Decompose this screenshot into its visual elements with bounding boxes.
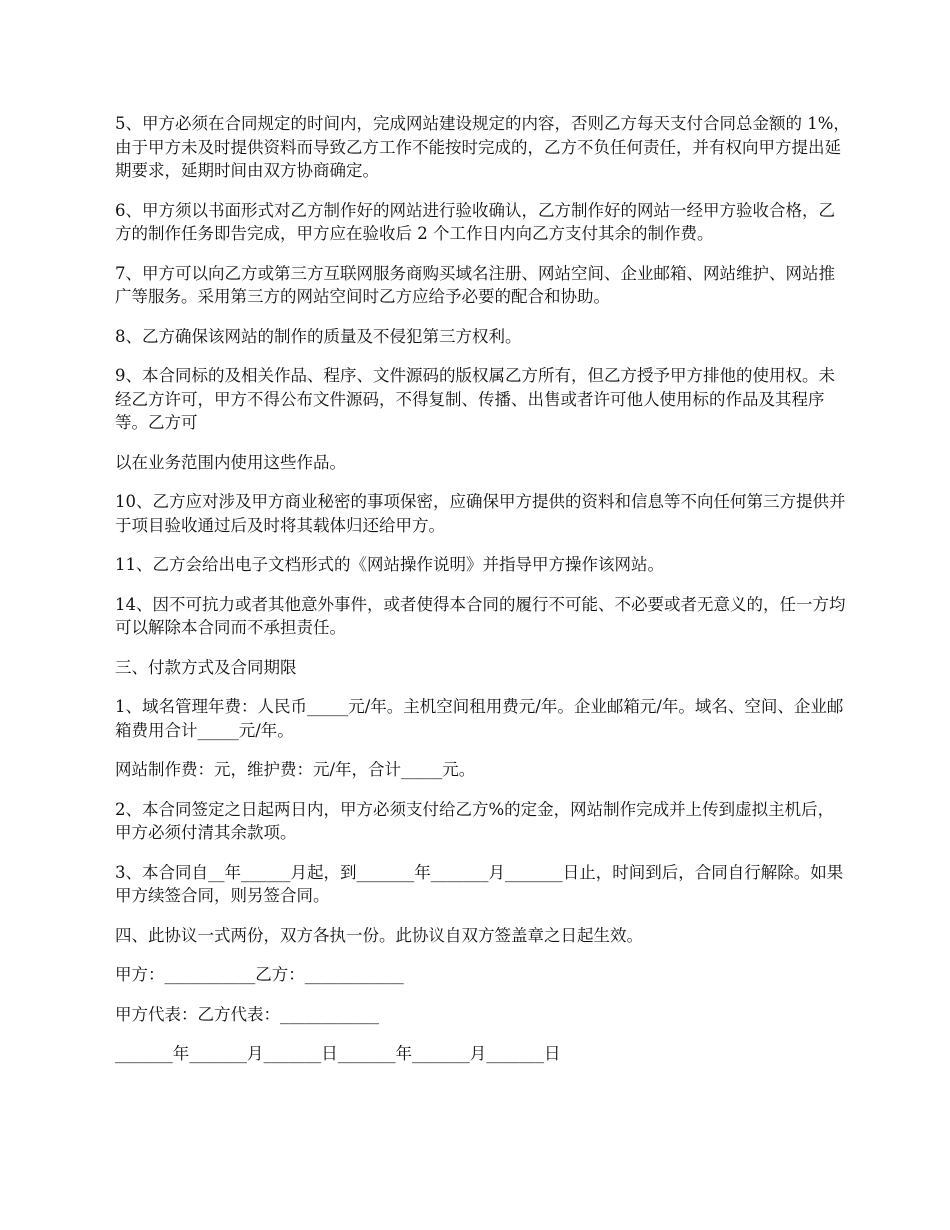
payment-clause-1: 1、域名管理年费：人民币_____元/年。主机空间租用费元/年。企业邮箱元/年。域名、空间、企业邮箱费用合计_____元/年。 bbox=[115, 697, 844, 740]
clause-5: 5、甲方必须在合同规定的时间内，完成网站建设规定的内容，否则乙方每天支付合同总金额的 1%，由于甲方未及时提供资料而导致乙方工作不能按时完成的，乙方不负任何责任，并有权向甲方提出延期要求，延期时间由双方协商确定。 bbox=[115, 114, 850, 180]
payment-clause-3: 3、本合同自__年______月起，到_______年_______月_______日止，时间到后，合同自行解除。如果甲方续签合同，则另签合同。 bbox=[115, 862, 844, 905]
clause-9-continued: 以在业务范围内使用这些作品。 bbox=[115, 452, 346, 472]
date-line: _______年_______月_______日_______年_______月_______日 bbox=[115, 1044, 561, 1063]
clause-7: 7、甲方可以向乙方或第三方互联网服务商购买域名注册、网站空间、企业邮箱、网站维护、网站推广等服务。采用第三方的网站空间时乙方应给予必要的配合和协助。 bbox=[115, 263, 835, 306]
clause-11: 11、乙方会给出电子文档形式的《网站操作说明》并指导甲方操作该网站。 bbox=[115, 555, 664, 574]
document-page bbox=[115, 112, 850, 1082]
clause-9: 9、本合同标的及相关作品、程序、文件源码的版权属乙方所有，但乙方授予甲方排他的使用权。未经乙方许可，甲方不得公布文件源码，不得复制、传播、出售或者许可他人使用标的作品及其程序等。乙方可 bbox=[115, 366, 835, 432]
section-four-agreement: 四、此协议一式两份，双方各执一份。此协议自双方签盖章之日起生效。 bbox=[115, 925, 643, 945]
clause-14: 14、因不可抗力或者其他意外事件，或者使得本合同的履行不可能、不必要或者无意义的，任一方均可以解除本合同而不承担责任。 bbox=[115, 594, 846, 637]
clause-10: 10、乙方应对涉及甲方商业秘密的事项保密，应确保甲方提供的资料和信息等不向任何第三方提供并于项目验收通过后及时将其载体归还给甲方。 bbox=[115, 492, 846, 535]
clause-6: 6、甲方须以书面形式对乙方制作好的网站进行验收确认，乙方制作好的网站一经甲方验收合格，乙方的制作任务即告完成，甲方应在验收后 2 个工作日内向乙方支付其余的制作费。 bbox=[115, 200, 835, 243]
section-heading-payment: 三、付款方式及合同期限 bbox=[115, 657, 297, 677]
production-fee-line: 网站制作费：元，维护费：元/年，合计_____元。 bbox=[115, 760, 476, 779]
representative-signature-line: 甲方代表：乙方代表：____________ bbox=[115, 1004, 379, 1024]
party-signature-line: 甲方：___________乙方：____________ bbox=[115, 965, 404, 984]
payment-clause-2: 2、本合同签定之日起两日内，甲方必须支付给乙方%的定金，网站制作完成并上传到虚拟主机后，甲方必须付清其余款项。 bbox=[115, 799, 835, 842]
clause-8: 8、乙方确保该网站的制作的质量及不侵犯第三方权利。 bbox=[115, 326, 522, 346]
